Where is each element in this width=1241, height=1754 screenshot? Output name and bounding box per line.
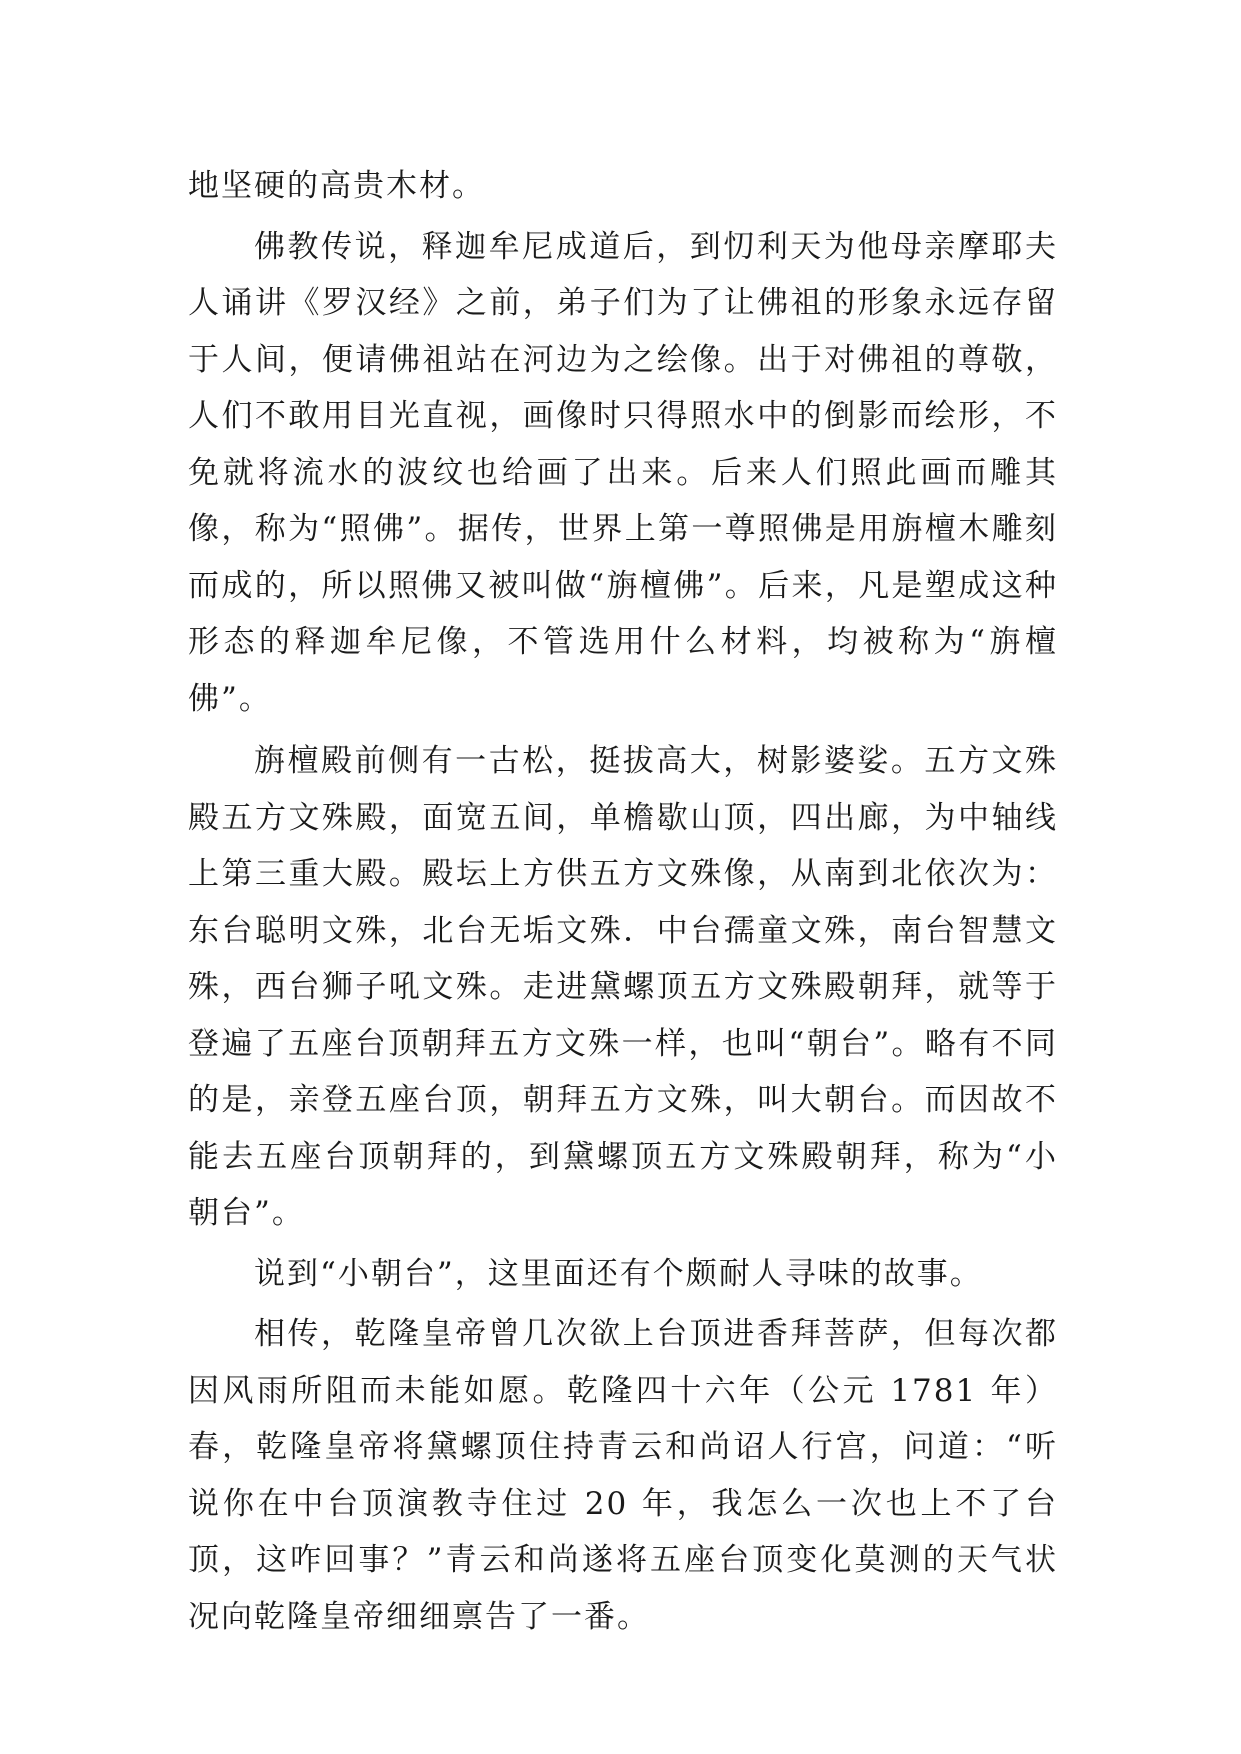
paragraph-manjusri-hall: 旃檀殿前侧有一古松，挺拔高大，树影婆娑。五方文殊殿五方文殊殿，面宽五间，单檐歇山顶，四出廊，为中轴线上第三重大殿。殿坛上方供五方文殊像，从南到北依次为：东台聪明文殊，北台无垢文殊．中台孺童文殊，南台智慧文殊，西台狮子吼文殊。走进黛螺顶五方文殊殿朝拜，就等于登遍了五座台顶朝拜五方文殊一样，也叫“朝台”。略有不同的是，亲登五座台顶，朝拜五方文殊，叫大朝台。而因故不能去五座台顶朝拜的，到黛螺顶五方文殊殿朝拜，称为“小朝台”。	[188, 743, 1058, 1231]
paragraph-legend-of-sandalwood-buddha: 佛教传说，释迦牟尼成道后，到忉利天为他母亲摩耶夫人诵讲《罗汉经》之前，弟子们为了让佛祖的形象永远存留于人间，便请佛祖站在河边为之绘像。出于对佛祖的尊敬，人们不敢用目光直视，画像时只得照水中的倒影而绘形，不免就将流水的波纹也给画了出来。后来人们照此画而雕其像，称为“照佛”。据传，世界上第一尊照佛是用旃檀木雕刻而成的，所以照佛又被叫做“旃檀佛”。后来，凡是塑成这种形态的释迦牟尼像，不管选用什么材料，均被称为“旃檀佛”。	[188, 228, 1058, 717]
paragraph-xiao-chaotai-intro: 说到“小朝台”，这里面还有个颇耐人寻味的故事。	[254, 1255, 983, 1292]
document-body	[188, 158, 1058, 1645]
paragraph-continuation: 地坚硬的高贵木材。	[188, 168, 485, 204]
paragraph-qianlong-story: 相传，乾隆皇帝曾几次欲上台顶进香拜菩萨，但每次都因风雨所阻而未能如愿。乾隆四十六年（公元 1781 年）春，乾隆皇帝将黛螺顶住持青云和尚诏人行宫，问道：“听说你在中台顶演教寺住过 20 年，我怎么一次也上不了台顶，这咋回事？”青云和尚遂将五座台顶变化莫测的天气状况向乾隆皇帝细细禀告了一番。	[188, 1316, 1058, 1635]
